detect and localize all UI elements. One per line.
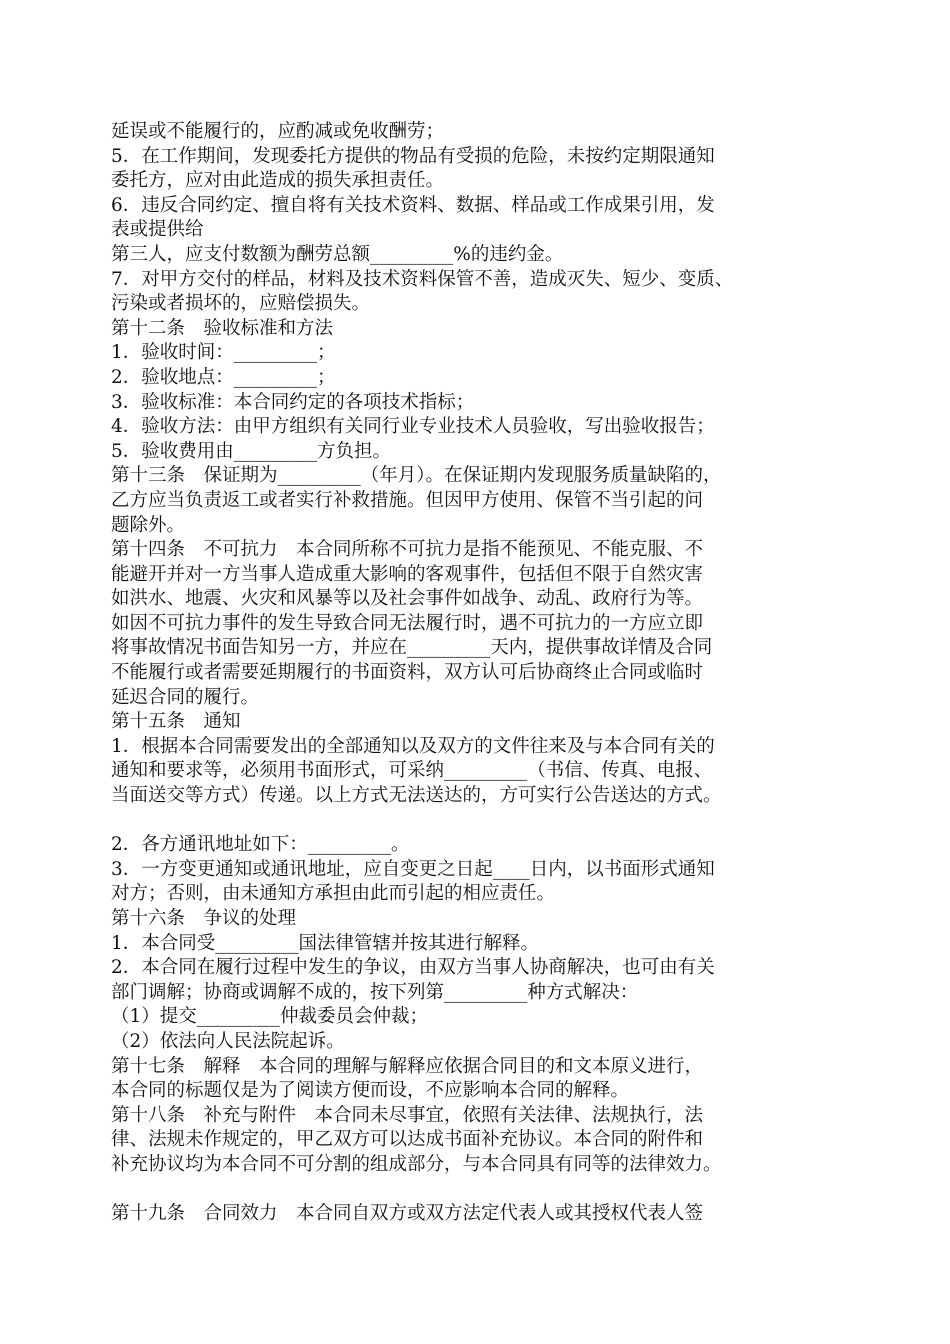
text-line: 延误或不能履行的，应酌减或免收酬劳；: [111, 121, 445, 142]
section-heading: 第十三条 保证期为_________（年月）。在保证期内发现服务质量缺陷的，: [111, 465, 722, 487]
text-line: 2．各方通讯地址如下：_________。: [111, 834, 410, 856]
blank-line: [111, 1178, 856, 1203]
text-line: 本合同的标题仅是为了阅读方便而设，不应影响本合同的解释。: [111, 1080, 630, 1102]
text-line: 7．对甲方交付的样品，材料及技术资料保管不善，造成灭失、短少、变质、: [111, 268, 734, 290]
text-line: 5．在工作期间，发现委托方提供的物品有受损的危险，未按约定期限通知: [111, 145, 715, 167]
text-line: 5．验收费用由_________方负担。: [111, 440, 392, 462]
text-line: 表或提供给: [111, 219, 204, 241]
section-heading: 第十六条 争议的处理: [111, 908, 297, 929]
text-line: 将事故情况书面告知另一方，并应在_________天内，提供事故详情及合同: [111, 637, 713, 659]
text-line: 2．本合同在履行过程中发生的争议，由双方当事人协商解决，也可由有关: [111, 957, 715, 979]
text-line: 2．验收地点：_________；: [111, 366, 336, 388]
text-line: 污染或者损坏的，应赔偿损失。: [111, 293, 371, 315]
section-heading: 第十八条 补充与附件 本合同未尽事宜，依照有关法律、法规执行，法: [111, 1104, 704, 1126]
text-line: 1．本合同受_________国法律管辖并按其进行解释。: [111, 932, 540, 954]
text-line: 部门调解；协商或调解不成的，按下列第_________种方式解决：: [111, 981, 639, 1003]
text-line: （1）提交_________仲裁委员会仲裁；: [111, 1006, 429, 1028]
text-line: （2）依法向人民法院起诉。: [111, 1030, 345, 1052]
text-line: 如洪水、地震、火灾和风暴等以及社会事件如战争、动乱、政府行为等。: [111, 588, 704, 610]
text-line: 4．验收方法：由甲方组织有关同行业专业技术人员验收，写出验收报告；: [111, 416, 715, 438]
contract-page: [111, 120, 856, 1227]
section-heading: 第十四条 不可抗力 本合同所称不可抗力是指不能预见、不能克服、不: [111, 539, 704, 561]
text-line: 通知和要求等，必须用书面形式，可采纳_________（书信、传真、电报、: [111, 760, 713, 782]
text-line: 当面送交等方式）传递。以上方式无法送达的，方可实行公告送达的方式。: [111, 785, 722, 807]
text-line: 3．一方变更通知或通讯地址，应自变更之日起____日内，以书面形式通知: [111, 858, 715, 880]
section-heading: 第十五条 通知: [111, 711, 241, 733]
text-line: 乙方应当负责返工或者实行补救措施。但因甲方使用、保管不当引起的问: [111, 489, 704, 511]
section-heading: 第十七条 解释 本合同的理解与解释应依据合同目的和文本原义进行，: [111, 1055, 704, 1077]
text-line: 3．验收标准：本合同约定的各项技术指标；: [111, 391, 475, 413]
text-line: 委托方，应对由此造成的损失承担责任。: [111, 170, 445, 192]
text-line: 6．违反合同约定、擅自将有关技术资料、数据、样品或工作成果引用，发: [111, 194, 715, 216]
text-line: 第三人，应支付数额为酬劳总额_________%的违约金。: [111, 243, 564, 265]
text-line: 律、法规未作规定的，甲乙双方可以达成书面补充协议。本合同的附件和: [111, 1129, 704, 1151]
text-line: 1．验收时间：_________；: [111, 342, 336, 364]
text-line: 题除外。: [111, 514, 186, 536]
blank-line: [111, 809, 856, 834]
section-heading: 第十二条 验收标准和方法: [111, 317, 334, 339]
text-line: 不能履行或者需要延期履行的书面资料，双方认可后协商终止合同或临时: [111, 662, 704, 684]
text-line: 延迟合同的履行。: [111, 686, 260, 708]
text-line: 能避开并对一方当事人造成重大影响的客观事件，包括但不限于自然灾害: [111, 563, 704, 585]
text-line: 如因不可抗力事件的发生导致合同无法履行时，遇不可抗力的一方应立即: [111, 612, 704, 634]
text-line: 补充协议均为本合同不可分割的组成部分，与本合同具有同等的法律效力。: [111, 1153, 722, 1175]
text-line: 1．根据本合同需要发出的全部通知以及双方的文件往来及与本合同有关的: [111, 735, 715, 757]
text-line: 对方；否则，由未通知方承担由此而引起的相应责任。: [111, 883, 556, 905]
section-heading: 第十九条 合同效力 本合同自双方或双方法定代表人或其授权代表人签: [111, 1203, 704, 1225]
